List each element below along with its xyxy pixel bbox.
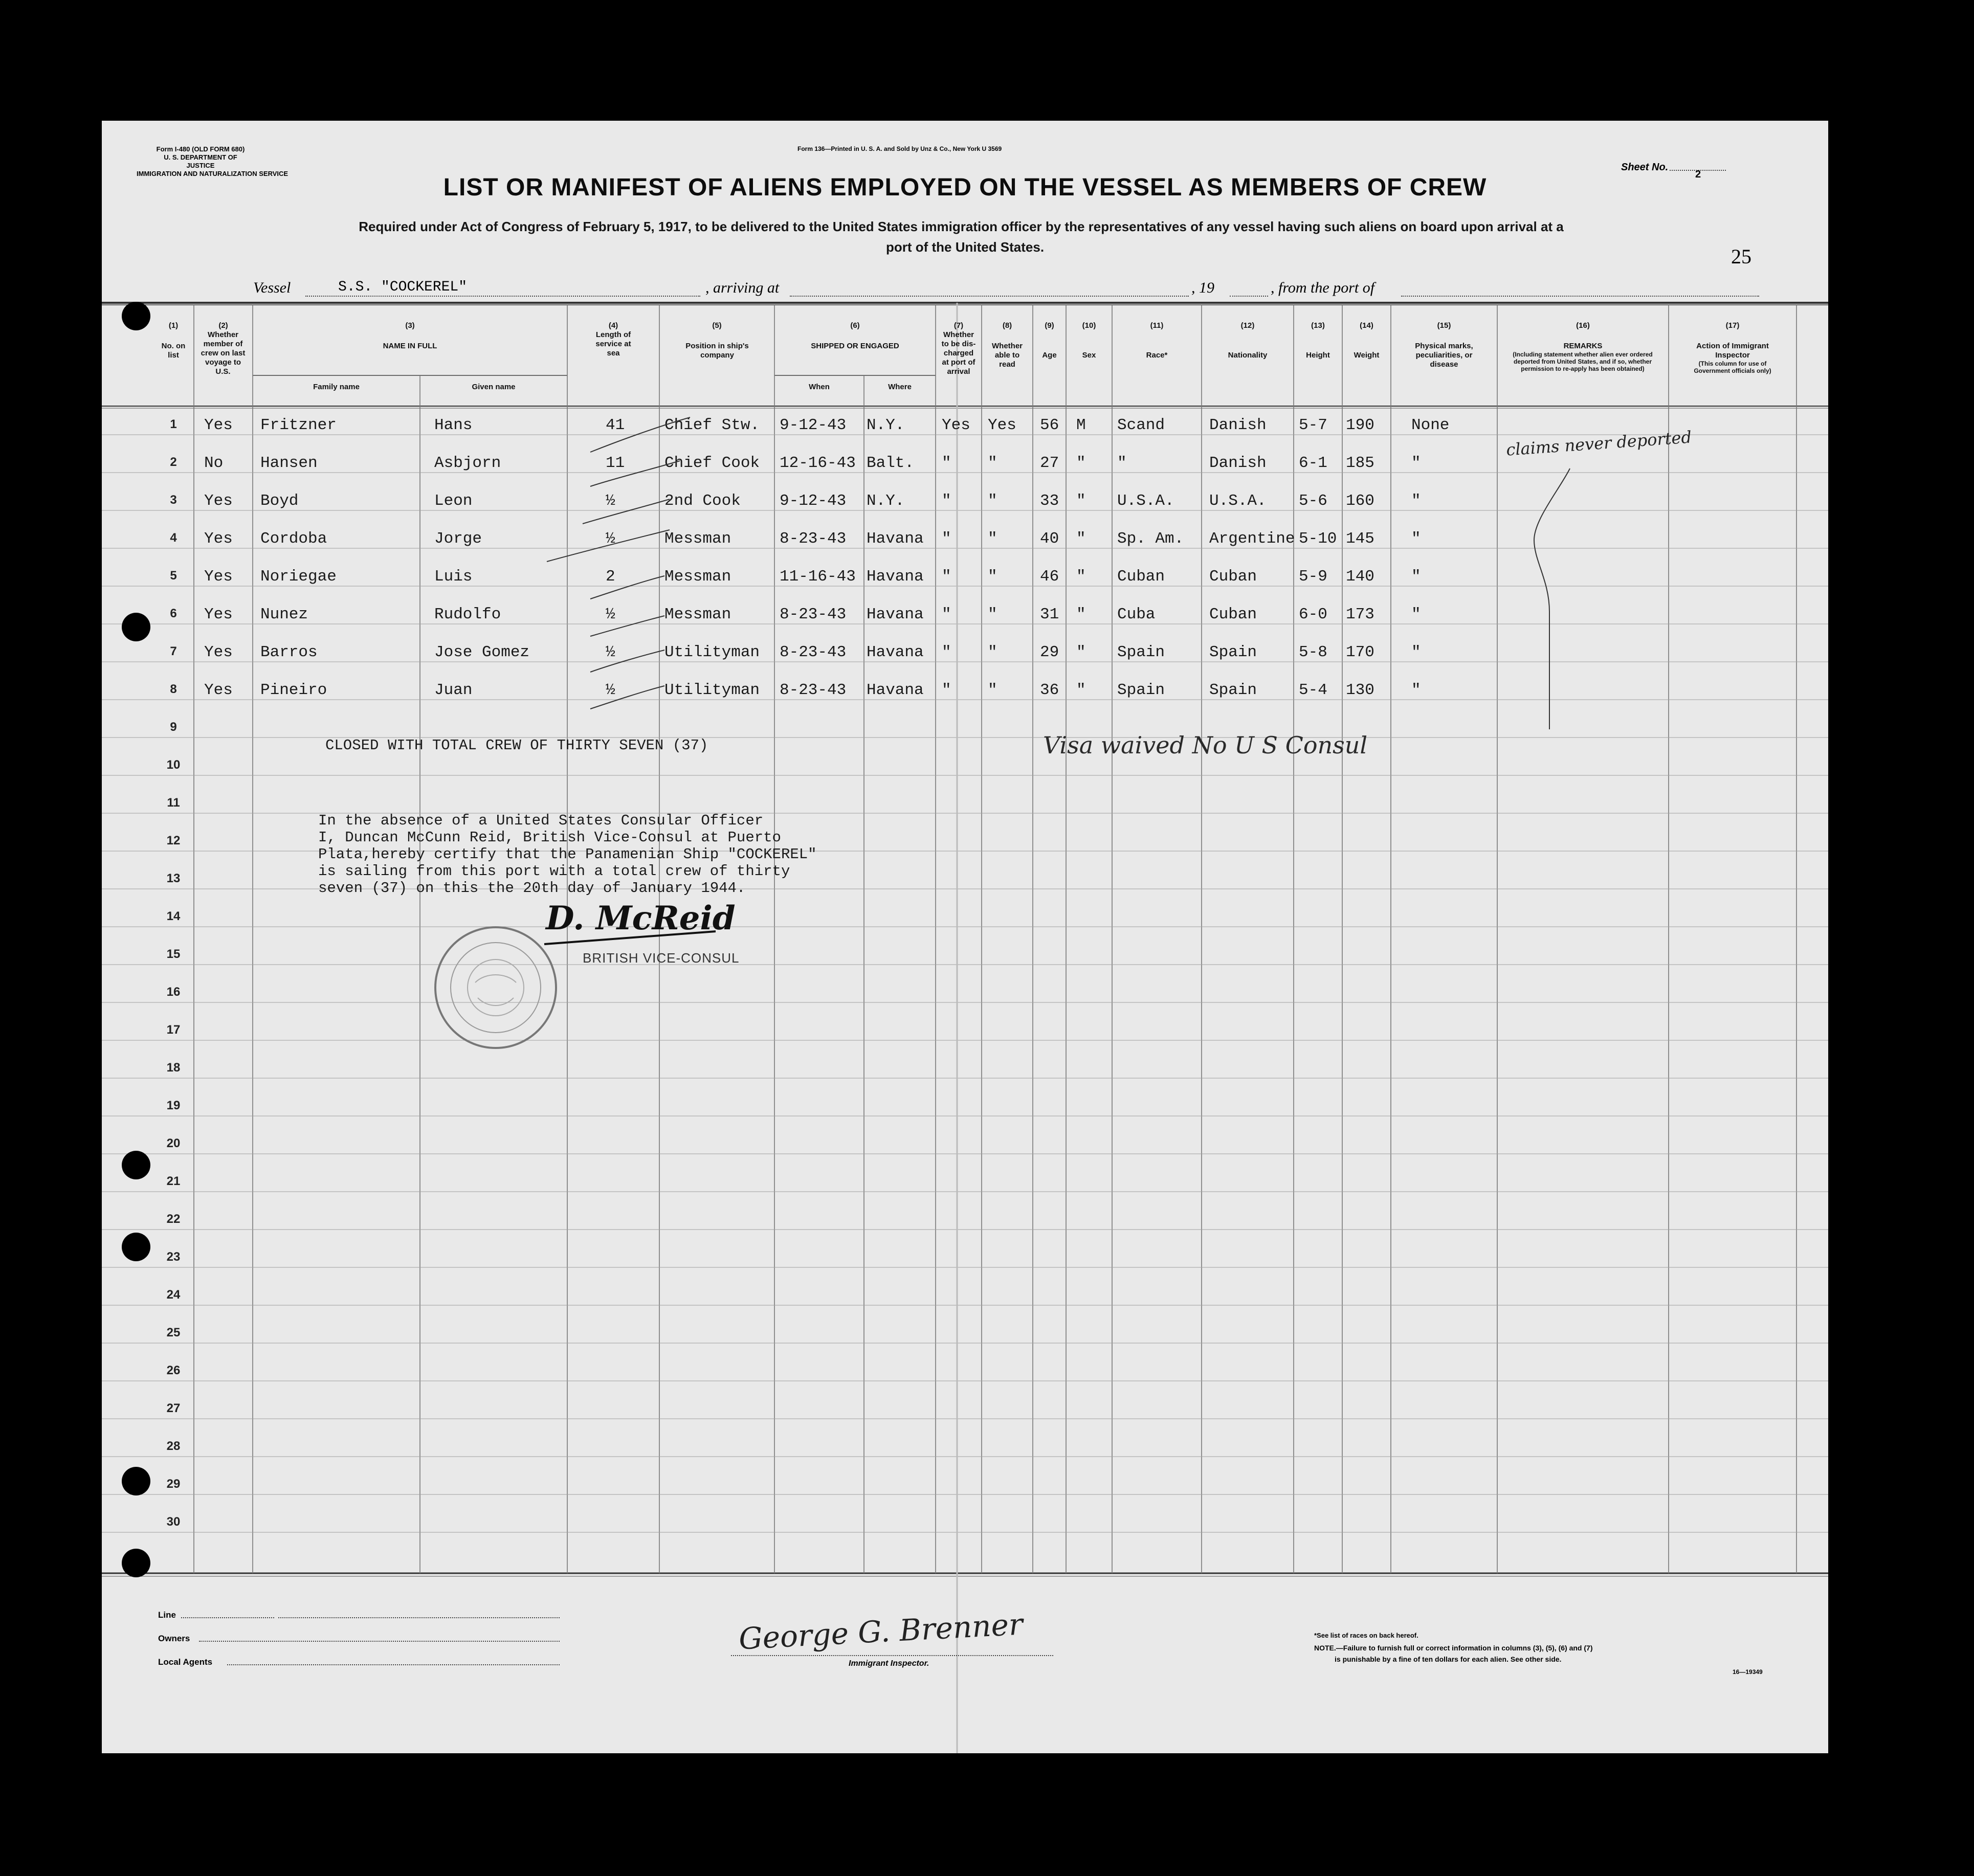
cell-race: Sp. Am. [1117,530,1184,548]
line-number: 15 [166,947,181,961]
cell-marks: None [1411,416,1450,434]
cell-position: Chief Cook [664,454,760,472]
cell-height: 6-1 [1299,454,1327,472]
col-15-header: (15) Physical marks, peculiarities, or disease [1415,321,1473,369]
cell-nationality: Danish [1209,416,1267,434]
cell-read: " [988,606,997,623]
document-title: LIST OR MANIFEST OF ALIENS EMPLOYED ON THE VESSEL AS MEMBERS OF CREW [443,174,1487,201]
cell-position: Messman [664,606,731,623]
cell-service: ½ [606,643,615,661]
arriving-label: , arriving at [705,279,780,296]
cell-where: Balt. [867,454,915,472]
cell-height: 5-7 [1299,416,1327,434]
cell-weight: 160 [1346,492,1374,510]
line-number: 21 [166,1174,181,1188]
cell-height: 6-0 [1299,606,1327,623]
col-12-header: (12) Nationality [1228,321,1268,360]
col-4-header: (4) Length of service at sea [595,321,631,358]
inspector-signature: George G. Brenner [738,1606,1024,1657]
cell-service: ½ [606,492,615,510]
cell-height: 5-10 [1299,530,1337,548]
cell-given: Jose Gomez [434,643,530,661]
punch-hole [122,1467,150,1495]
cell-service: 41 [606,416,625,434]
col-9-header: (9) Age [1042,321,1057,360]
cell-marks: " [1411,681,1421,699]
col-5-header: (5) Position in ship's company [685,321,749,360]
cell-given: Leon [434,492,473,510]
cell-sex: " [1076,643,1086,661]
line-number: 3 [170,493,177,507]
cell-nationality: Argentine [1209,530,1295,548]
cell-sex: M [1076,416,1086,434]
cell-last-voyage: Yes [204,492,233,510]
cell-race: Scand [1117,416,1165,434]
cell-nationality: Spain [1209,681,1257,699]
cell-when: 9-12-43 [780,492,847,510]
cell-given: Jorge [434,530,482,548]
punch-hole [122,1233,150,1261]
cell-sex: " [1076,492,1086,510]
line-field[interactable] [181,1617,274,1618]
manifest-sheet [102,121,1828,1753]
when-header: When [809,383,830,391]
printer-line: Form 136—Printed in U. S. A. and Sold by Unz & Co., New York U 3569 [797,145,1002,152]
cell-weight: 185 [1346,454,1374,472]
line-number: 14 [166,909,181,923]
cell-sex: " [1076,454,1086,472]
cell-when: 8-23-43 [780,643,847,661]
department: U. S. DEPARTMENT OF JUSTICE [164,153,237,169]
col-7-header: (7) Whether to be dis-charged at port of arrival [941,321,976,376]
cell-race: Spain [1117,643,1165,661]
consul-signature: D. McReid [546,899,736,937]
from-port-label: , from the port of [1271,279,1375,296]
line-number: 26 [166,1364,181,1377]
cell-position: Messman [664,568,731,586]
col-3-header: (3) NAME IN FULL [383,321,437,350]
cell-sex: " [1076,530,1086,548]
cell-given: Juan [434,681,473,699]
line-field-2[interactable] [278,1617,560,1618]
col-2-header: (2) Whether member of crew on last voyage to U.S. [201,321,246,376]
line-number: 5 [170,569,177,583]
handwritten-remarks: claims never deported [1505,427,1693,460]
cell-family: Noriegae [260,568,337,586]
cell-discharged: " [942,530,951,548]
cell-race: " [1117,454,1127,472]
cell-family: Fritzner [260,416,337,434]
subtitle-line-1: Required under Act of Congress of February 5, 1917, to be delivered to the United States immigration officer by the representatives of any vessel having such aliens on board upon arrival at a [359,219,1564,234]
cell-family: Pineiro [260,681,327,699]
cell-sex: " [1076,681,1086,699]
cell-where: Havana [867,606,924,623]
cell-position: Utilityman [664,681,760,699]
line-number: 8 [170,682,177,696]
line-number: 2 [170,455,177,469]
certification-block [318,812,817,897]
inspector-signature-line [731,1655,1053,1656]
cell-weight: 170 [1346,643,1374,661]
line-number: 11 [167,796,180,810]
cert-line-3: Plata,hereby certify that the Panamenian Ship "COCKEREL" [318,846,817,863]
year-label: , 19 [1191,279,1214,296]
cell-service: ½ [606,606,615,623]
cell-when: 8-23-43 [780,530,847,548]
cert-line-4: is sailing from this port with a total crew of thirty [318,863,790,880]
cell-family: Cordoba [260,530,327,548]
closed-note: CLOSED WITH TOTAL CREW OF THIRTY SEVEN (37) [325,737,708,754]
sheet-no-label: Sheet No. [1621,162,1669,173]
line-number: 7 [170,644,177,658]
cell-age: 33 [1040,492,1059,510]
handwritten-visa-note: Visa waived No U S Consul [1043,731,1368,759]
cell-race: Cuba [1117,606,1156,623]
line-number: 13 [166,872,181,885]
cell-family: Nunez [260,606,308,623]
line-number: 23 [166,1250,181,1264]
cell-nationality: Cuban [1209,568,1257,586]
cell-marks: " [1411,530,1421,548]
cell-read: " [988,568,997,586]
cell-sex: " [1076,606,1086,623]
cell-weight: 145 [1346,530,1374,548]
cell-age: 27 [1040,454,1059,472]
cell-service: ½ [606,681,615,699]
cert-line-2: I, Duncan McCunn Reid, British Vice-Consul at Puerto [318,829,781,846]
cell-where: Havana [867,568,924,586]
punch-hole [122,302,150,330]
cell-position: Utilityman [664,643,760,661]
vessel-name: S.S. "COCKEREL" [338,279,468,295]
subtitle-line-2: port of the United States. [885,239,1045,255]
cell-family: Hansen [260,454,318,472]
where-header: Where [888,383,912,391]
owners-label: Owners [158,1634,190,1643]
consul-title-stamp: BRITISH VICE-CONSUL [583,950,740,966]
cell-given: Rudolfo [434,606,501,623]
line-number: 6 [170,607,177,620]
col-6-header: (6) SHIPPED OR ENGAGED [811,321,899,350]
col-8-header: (8) Whether able to read [992,321,1023,369]
punch-hole [122,613,150,641]
service: IMMIGRATION AND NATURALIZATION SERVICE [137,170,289,177]
cell-read: " [988,454,997,472]
family-name-header: Family name [313,383,360,391]
cell-position: Messman [664,530,731,548]
form-id: Form I-480 (OLD FORM 680) [156,145,245,153]
page-number: 25 [1731,245,1751,268]
line-number: 16 [166,985,181,999]
cell-marks: " [1411,643,1421,661]
sheet-no-value: 2 [1695,169,1701,180]
line-number: 10 [166,758,181,772]
vessel-label: Vessel [253,279,291,296]
line-number: 17 [166,1023,181,1037]
line-number: 25 [166,1326,181,1339]
cell-when: 12-16-43 [780,454,856,472]
cert-line-1: In the absence of a United States Consular Officer [318,812,764,829]
cell-read: Yes [988,416,1016,434]
col-17-header: (17) Action of Immigrant Inspector (This column for use of Government officials only) [1694,321,1771,374]
cell-marks: " [1411,454,1421,472]
cell-discharged: " [942,454,951,472]
col-10-header: (10) Sex [1082,321,1096,360]
form-code: 16—19349 [1733,1668,1763,1676]
cell-when: 8-23-43 [780,606,847,623]
cell-read: " [988,643,997,661]
cell-age: 31 [1040,606,1059,623]
cell-age: 46 [1040,568,1059,586]
punch-hole [122,1549,150,1577]
cell-last-voyage: Yes [204,606,233,623]
line-number: 29 [166,1477,181,1491]
cell-where: Havana [867,530,924,548]
cell-weight: 173 [1346,606,1374,623]
line-number: 24 [166,1288,181,1302]
cell-nationality: U.S.A. [1209,492,1267,510]
cell-when: 9-12-43 [780,416,847,434]
cell-last-voyage: Yes [204,416,233,434]
cell-weight: 190 [1346,416,1374,434]
cell-discharged: " [942,606,951,623]
line-number: 28 [166,1439,181,1453]
cell-height: 5-8 [1299,643,1327,661]
cell-nationality: Spain [1209,643,1257,661]
line-number: 4 [170,531,177,545]
col-11-header: (11) Race* [1146,321,1168,360]
cell-age: 29 [1040,643,1059,661]
cell-family: Boyd [260,492,299,510]
cell-read: " [988,681,997,699]
cell-discharged: Yes [942,416,970,434]
cell-where: N.Y. [867,492,905,510]
cell-last-voyage: Yes [204,568,233,586]
cell-last-voyage: Yes [204,681,233,699]
pen-strokes [102,121,1828,1753]
col-1-header: (1) No. on list [161,321,186,360]
cell-where: N.Y. [867,416,905,434]
footer-note-line-2: is punishable by a fine of ten dollars for each alien. See other side. [1335,1655,1562,1663]
cell-when: 11-16-43 [780,568,856,586]
line-number: 18 [166,1061,181,1075]
cell-read: " [988,530,997,548]
cell-given: Asbjorn [434,454,501,472]
cell-discharged: " [942,643,951,661]
cell-service: 2 [606,568,615,586]
cell-last-voyage: Yes [204,530,233,548]
line-number: 20 [166,1136,181,1150]
cell-height: 5-9 [1299,568,1327,586]
cell-age: 40 [1040,530,1059,548]
line-number: 19 [166,1099,181,1112]
owners-field[interactable] [199,1641,560,1642]
cert-line-5: seven (37) on this the 20th day of January 1944. [318,880,746,897]
cell-where: Havana [867,681,924,699]
line-number: 9 [170,720,177,734]
cell-family: Barros [260,643,318,661]
line-number: 30 [166,1515,181,1529]
local-agents-label: Local Agents [158,1657,213,1667]
cell-marks: " [1411,606,1421,623]
cell-given: Hans [434,416,473,434]
line-number: 27 [166,1401,181,1415]
cell-weight: 140 [1346,568,1374,586]
col-14-header: (14) Weight [1354,321,1380,360]
cell-discharged: " [942,681,951,699]
cell-service: ½ [606,530,615,548]
cell-race: Spain [1117,681,1165,699]
cell-given: Luis [434,568,473,586]
cell-position: Chief Stw. [664,416,760,434]
col-13-header: (13) Height [1306,321,1330,360]
cell-nationality: Danish [1209,454,1267,472]
line-number: 1 [170,417,177,431]
cell-sex: " [1076,568,1086,586]
cell-last-voyage: No [204,454,224,472]
cell-last-voyage: Yes [204,643,233,661]
cell-position: 2nd Cook [664,492,741,510]
given-name-header: Given name [472,383,516,391]
line-number: 22 [166,1212,181,1226]
footer-note-line-1: NOTE.—Failure to furnish full or correct information in columns (3), (5), (6) and (7) [1314,1644,1593,1652]
cell-weight: 130 [1346,681,1374,699]
cell-race: Cuban [1117,568,1165,586]
cell-age: 36 [1040,681,1059,699]
cell-height: 5-6 [1299,492,1327,510]
races-note: *See list of races on back hereof. [1314,1632,1418,1639]
cell-where: Havana [867,643,924,661]
cell-service: 11 [606,454,625,472]
col-16-header: (16) REMARKS (Including statement whether alien ever ordered deported from United States, and if so, whether permission to re-apply has been obtained) [1513,321,1653,372]
local-agents-field[interactable] [227,1664,560,1665]
cell-read: " [988,492,997,510]
cell-discharged: " [942,568,951,586]
line-label: Line [158,1610,176,1620]
cell-race: U.S.A. [1117,492,1174,510]
cell-discharged: " [942,492,951,510]
cell-marks: " [1411,568,1421,586]
cell-height: 5-4 [1299,681,1327,699]
line-number: 12 [166,834,181,847]
punch-hole [122,1151,150,1179]
cell-marks: " [1411,492,1421,510]
cell-nationality: Cuban [1209,606,1257,623]
inspector-label: Immigrant Inspector. [849,1659,929,1668]
cell-when: 8-23-43 [780,681,847,699]
cell-age: 56 [1040,416,1059,434]
